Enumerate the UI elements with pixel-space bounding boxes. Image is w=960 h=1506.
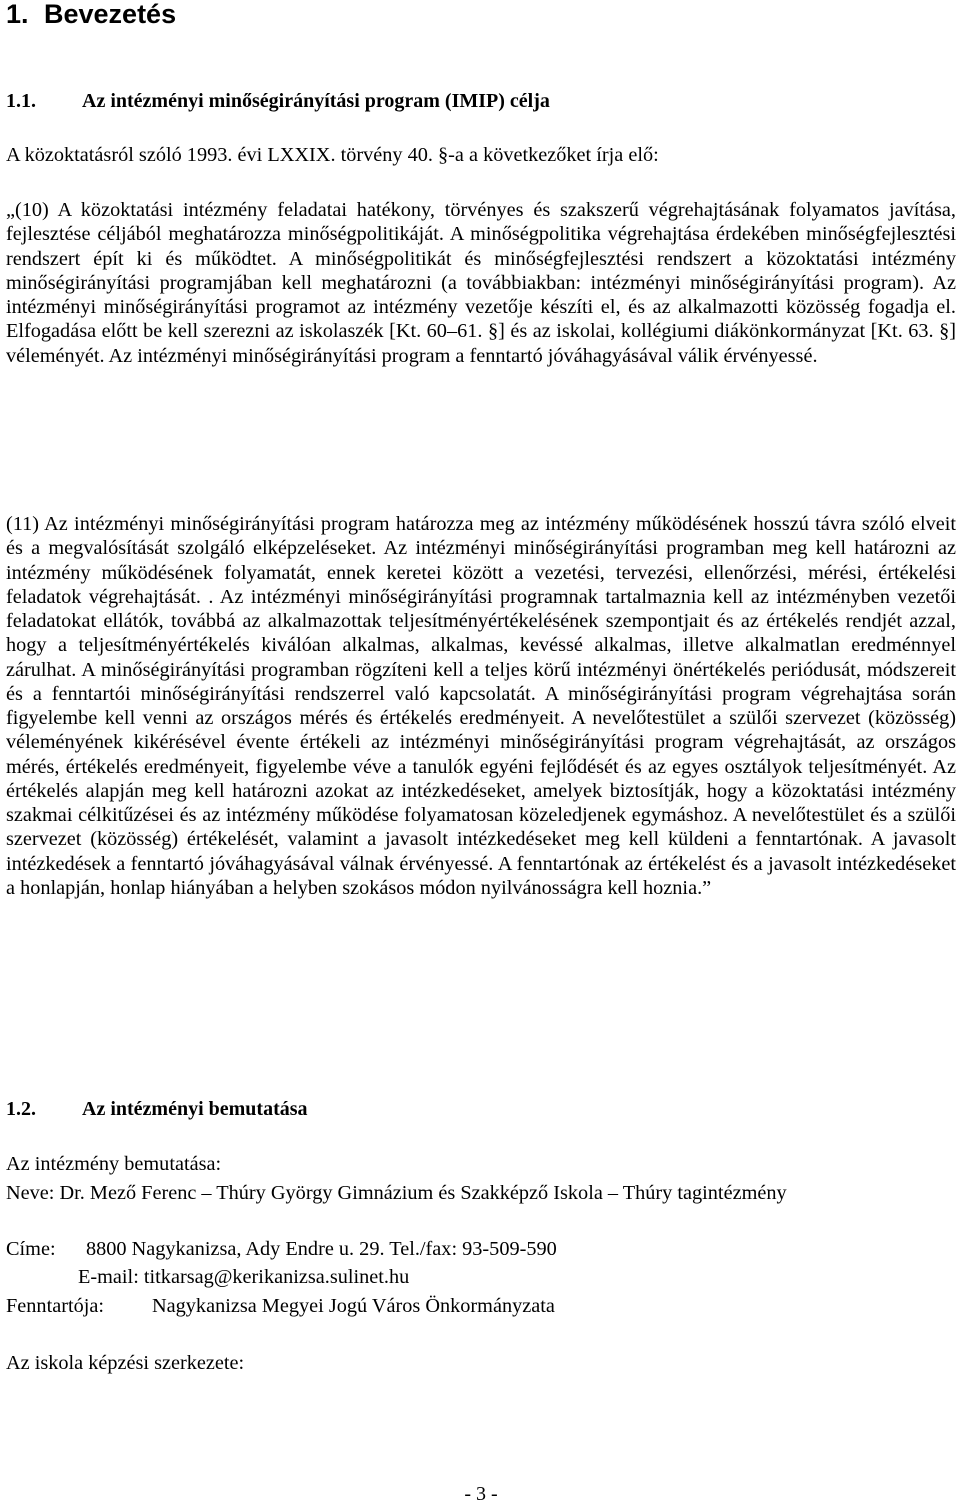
address-value: 8800 Nagykanizsa, Ady Endre u. 29. Tel./fax: 93-509-590: [86, 1238, 557, 1260]
address-label: Címe:: [6, 1238, 56, 1260]
section-number: 1.2.: [6, 1098, 36, 1120]
institution-address-row: [6, 1236, 557, 1262]
institution-email: E-mail: titkarsag@kerikanizsa.sulinet.hu: [78, 1266, 410, 1288]
intro-text: A közoktatásról szóló 1993. évi LXXIX. törvény 40. §-a a következőket írja elő:: [6, 144, 659, 166]
maintainer-value: Nagykanizsa Megyei Jogú Város Önkormányzata: [152, 1295, 555, 1317]
institution-name: Neve: Dr. Mező Ferenc – Thúry György Gimnázium és Szakképző Iskola – Thúry tagintézmény: [6, 1182, 787, 1204]
section-number: 1.1.: [6, 90, 36, 112]
chapter-number: 1.: [6, 0, 29, 29]
structure-label: Az iskola képzési szerkezete:: [6, 1352, 245, 1374]
section-title: Az intézményi minőségirányítási program (IMIP) célja: [82, 90, 550, 112]
paragraph-11: (11) Az intézményi minőségirányítási program határozza meg az intézmény működésének hosszú távra szóló elveit és a megvalósítását szolgáló elképzeléseket. Az intézményi minőségirányítási programban meg kell határozni az intézmény működésének folyamatát, ennek keretei között a vezetési, tervezési, ellenőrzési, mérési, értékelési feladatok végrehajtását. . Az intézményi minőségirányítási programnak tartalmaznia kell az intézményben vezetői feladatokat ellátók, továbbá az alkalmazottak teljesítményértékelésének szempontjait és az értékelés rendjét azzal, hogy a teljesítményértékelés kiválóan alkalmas, alkalmas, kevéssé alkalmas, illetve alkalmatlan eredménnyel zárulhat. A minőségirányítási programban rögzíteni kell a teljes körű intézményi önértékelés periódusát, módszereit és a fenntartói minőségirányítási rendszerrel való kapcsolatát. A minőségirányítási program végrehajtása során figyelembe kell venni az országos mérés és értékelés eredményeit. A nevelőtestület a szülői szervezet (közösség) véleményének kikérésével évente értékeli az intézményi minőségirányítási program végrehajtását, az országos mérés, értékelés eredményeit, figyelembe véve a tanulók egyéni fejlődését és az egyes osztályok teljesítményét. Az értékelés alapján meg kell határozni azokat az intézkedéseket, amelyek biztosítják, hogy a közoktatási intézmény szakmai célkitűzései és az intézmény működése folyamatosan közeledjenek egymáshoz. A nevelőtestület és a szülői szervezet (közösség) értékelését, valamint a javasolt intézkedéseket meg kell küldeni a fenntartónak. A javasolt intézkedések a fenntartó jóváhagyásával válnak érvényessé. A fenntartónak az értékelést és a javasolt intézkedéseket a honlapján, honlap hiányában a helyben szokásos módon nyilvánosságra kell hoznia.”: [6, 513, 956, 899]
page-number: - 3 -: [464, 1483, 498, 1505]
section-heading-1-1: [6, 87, 550, 115]
chapter-heading: [6, 0, 176, 34]
institution-intro: Az intézmény bemutatása:: [6, 1153, 222, 1175]
maintainer-label: Fenntartója:: [6, 1295, 104, 1317]
paragraph-10: „(10) A közoktatási intézmény feladatai hatékony, törvényes és szakszerű végrehajtásának folyamatos javítása, fejlesztése céljából meghatározza minőségpolitikáját. A minőségpolitika végrehajtása érdekében minőségfejlesztési rendszert épít ki és működtet. A minőségpolitikát és minőségfejlesztési rendszert a közoktatási intézmény minőségirányítási programjában kell meghatározni (a továbbiakban: intézményi minőségirányítási program). Az intézményi minőségirányítási programot az intézmény vezetője készíti el, és az alkalmazotti közösség fogadja el. Elfogadása előtt be kell szerezni az iskolaszék [Kt. 60–61. §] és az iskolai, kollégiumi diákönkormányzat [Kt. 63. §] véleményét. Az intézményi minőségirányítási program a fenntartó jóváhagyásával válik érvényessé.: [6, 199, 956, 367]
institution-maintainer-row: [6, 1293, 555, 1319]
section-heading-1-2: [6, 1095, 308, 1123]
section-title: Az intézményi bemutatása: [82, 1098, 308, 1120]
chapter-title: Bevezetés: [44, 0, 177, 29]
